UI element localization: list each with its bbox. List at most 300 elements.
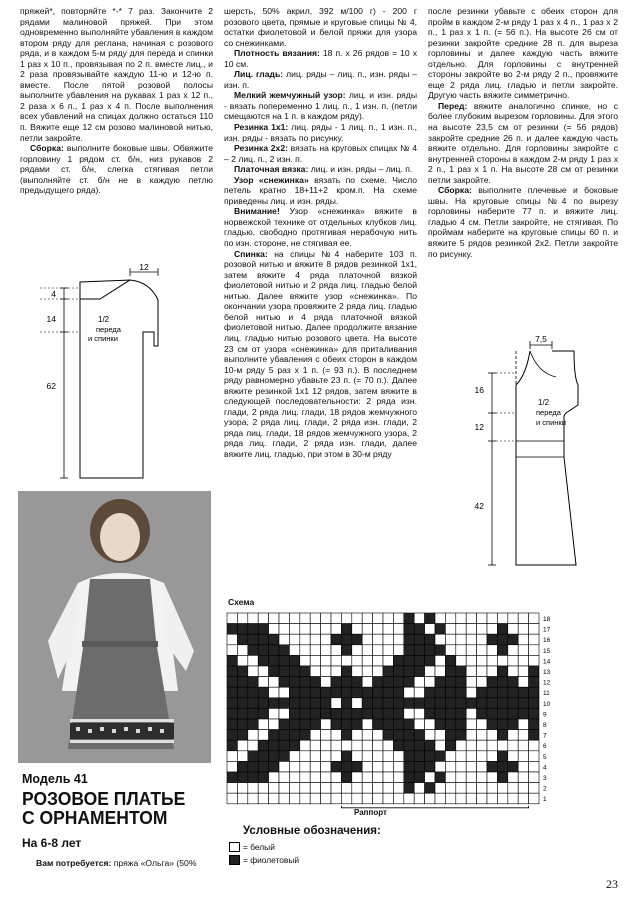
chart-cell (518, 751, 528, 762)
chart-cell (404, 751, 414, 762)
chart-cell (518, 687, 528, 698)
chart-cell (227, 783, 237, 794)
diagram-half: 1/2 (98, 315, 110, 324)
chart-cell (393, 698, 403, 709)
chart-cell (331, 740, 341, 751)
chart-cell (414, 761, 424, 772)
chart-cell (393, 740, 403, 751)
chart-cell (269, 719, 279, 730)
paragraph-heading: Внимание! (234, 206, 280, 217)
chart-cell (477, 634, 487, 645)
chart-cell (435, 634, 445, 645)
chart-cell (248, 761, 258, 772)
chart-cell (487, 624, 497, 635)
chart-cell (269, 634, 279, 645)
chart-cell (237, 751, 247, 762)
chart-cell (321, 698, 331, 709)
chart-cell (362, 719, 372, 730)
chart-cell (404, 613, 414, 624)
chart-cell (383, 698, 393, 709)
row-number: 11 (543, 690, 550, 698)
chart-cell (269, 761, 279, 772)
chart-cell (321, 687, 331, 698)
paragraph (428, 6, 618, 101)
chart-cell (289, 655, 299, 666)
chart-cell (310, 655, 320, 666)
chart-cell (497, 645, 507, 656)
paragraph (428, 101, 618, 185)
chart-cell (508, 761, 518, 772)
chart-cell (435, 761, 445, 772)
chart-cell (477, 698, 487, 709)
text-column-left (20, 6, 213, 196)
chart-cell (237, 655, 247, 666)
paragraph-text: шерсть, 50% акрил, 392 м/100 г) - 200 г розового цвета, прямые и круговые спицы № 4, остатки фиолетовой и белой пряжи для узора со снежинками. (224, 6, 417, 48)
chart-cell (445, 708, 455, 719)
chart-cell (279, 730, 289, 741)
chart-cell (393, 666, 403, 677)
chart-cell (331, 719, 341, 730)
chart-cell (331, 793, 341, 804)
row-number: 4 (543, 764, 547, 772)
chart-cell (414, 719, 424, 730)
chart-cell (414, 772, 424, 783)
chart-cell (414, 624, 424, 635)
chart-cell (456, 793, 466, 804)
chart-cell (331, 655, 341, 666)
chart-cell (425, 761, 435, 772)
chart-cell (331, 772, 341, 783)
chart-cell (383, 645, 393, 656)
chart-cell (279, 634, 289, 645)
chart-cell (456, 666, 466, 677)
chart-cell (445, 666, 455, 677)
model-photo (18, 491, 211, 763)
chart-cell (435, 793, 445, 804)
chart-cell (321, 677, 331, 688)
paragraph-heading: Спинка: (234, 248, 268, 259)
paragraph-heading: Платочная вязка: (234, 164, 309, 175)
chart-cell (456, 740, 466, 751)
row-number: 9 (543, 711, 547, 719)
chart-cell (518, 655, 528, 666)
chart-cell (279, 740, 289, 751)
chart-cell (414, 730, 424, 741)
chart-cell (352, 613, 362, 624)
row-number: 16 (543, 637, 551, 645)
row-number: 14 (543, 658, 551, 666)
chart-cell (404, 772, 414, 783)
age-range: На 6-8 лет (22, 836, 82, 850)
chart-cell (456, 751, 466, 762)
chart-cell (373, 730, 383, 741)
chart-cell (289, 783, 299, 794)
chart-cell (466, 730, 476, 741)
chart-cell (352, 772, 362, 783)
chart-cell (341, 655, 351, 666)
chart-cell (414, 655, 424, 666)
chart-cell (497, 687, 507, 698)
chart-cell (383, 687, 393, 698)
paragraph-heading: Резинка 2х2: (234, 143, 288, 154)
chart-cell (341, 708, 351, 719)
chart-cell (310, 719, 320, 730)
legend-white (229, 842, 275, 852)
chart-cell (456, 708, 466, 719)
chart-cell (456, 783, 466, 794)
chart-cell (383, 740, 393, 751)
chart-cell (269, 740, 279, 751)
chart-cell (258, 655, 268, 666)
chart-cell (321, 634, 331, 645)
chart-cell (248, 783, 258, 794)
chart-cell (383, 783, 393, 794)
chart-cell (445, 687, 455, 698)
chart-cell (300, 698, 310, 709)
chart-cell (341, 698, 351, 709)
chart-cell (466, 761, 476, 772)
chart-cell (393, 624, 403, 635)
chart-cell (373, 719, 383, 730)
row-number: 5 (543, 753, 547, 761)
chart-cell (237, 645, 247, 656)
chart-cell (258, 761, 268, 772)
paragraph-heading: Сборка: (438, 185, 472, 196)
legend-violet (229, 855, 299, 865)
chart-cell (466, 698, 476, 709)
chart-cell (362, 772, 372, 783)
chart-cell (456, 634, 466, 645)
chart-cell (393, 793, 403, 804)
chart-cell (352, 730, 362, 741)
chart-cell (529, 624, 539, 635)
chart-cell (321, 740, 331, 751)
chart-cell (373, 761, 383, 772)
chart-cell (269, 624, 279, 635)
chart-cell (373, 698, 383, 709)
chart-cell (310, 666, 320, 677)
chart-cell (373, 783, 383, 794)
chart-cell (373, 687, 383, 698)
chart-cell (466, 793, 476, 804)
chart-cell (362, 740, 372, 751)
chart-cell (248, 772, 258, 783)
chart-cell (508, 645, 518, 656)
paragraph-text: выполните боковые швы. Обвяжите горловину 1 рядом ст. б/н, низ рукавов 2 рядами ст. б/н, слегка стягивая петли (выполняйте ст. б/н не в каждую петлю предыдущего ряда). (20, 143, 214, 196)
chart-cell (279, 772, 289, 783)
chart-cell (477, 761, 487, 772)
chart-cell (227, 624, 237, 635)
chart-cell (529, 793, 539, 804)
chart-cell (518, 698, 528, 709)
chart-cell (227, 698, 237, 709)
chart-cell (248, 708, 258, 719)
chart-cell (393, 655, 403, 666)
chart-cell (529, 740, 539, 751)
chart-cell (237, 783, 247, 794)
chart-cell (237, 624, 247, 635)
chart-cell (227, 634, 237, 645)
chart-cell (373, 751, 383, 762)
chart-cell (373, 666, 383, 677)
chart-cell (269, 666, 279, 677)
diagram-label-2: и спинки (88, 334, 118, 343)
chart-cell (456, 677, 466, 688)
chart-cell (362, 730, 372, 741)
chart-cell (477, 613, 487, 624)
paragraph (224, 164, 417, 175)
chart-cell (227, 772, 237, 783)
chart-cell (529, 698, 539, 709)
chart-cell (237, 772, 247, 783)
chart-cell (518, 761, 528, 772)
chart-cell (529, 645, 539, 656)
chart-cell (456, 645, 466, 656)
chart-cell (310, 730, 320, 741)
chart-cell (362, 698, 372, 709)
chart-cell (487, 645, 497, 656)
chart-cell (445, 772, 455, 783)
chart-cell (477, 772, 487, 783)
chart-cell (352, 634, 362, 645)
chart-cell (362, 677, 372, 688)
chart-cell (248, 719, 258, 730)
chart-cell (477, 677, 487, 688)
chart-cell (393, 677, 403, 688)
chart-cell (508, 698, 518, 709)
legend-white-text: = белый (243, 842, 275, 852)
chart-cell (508, 719, 518, 730)
chart-cell (425, 687, 435, 698)
chart-cell (435, 751, 445, 762)
chart-cell (341, 613, 351, 624)
chart-cell (383, 655, 393, 666)
row-number: 10 (543, 700, 551, 708)
chart-cell (258, 793, 268, 804)
chart-cell (227, 666, 237, 677)
chart-cell (352, 624, 362, 635)
chart-cell (321, 624, 331, 635)
chart-cell (445, 645, 455, 656)
chart-cell (497, 677, 507, 688)
chart-cell (393, 783, 403, 794)
chart-cell (497, 761, 507, 772)
chart-cell (227, 677, 237, 688)
chart-cell (425, 708, 435, 719)
rapport-label: Раппорт (354, 808, 387, 817)
chart-cell (466, 655, 476, 666)
chart-cell (477, 687, 487, 698)
chart-cell (341, 730, 351, 741)
chart-cell (487, 677, 497, 688)
chart-cell (300, 783, 310, 794)
chart-cell (414, 783, 424, 794)
chart-cell (508, 740, 518, 751)
chart-cell (487, 698, 497, 709)
chart-cell (404, 698, 414, 709)
chart-cell (352, 698, 362, 709)
chart-cell (487, 708, 497, 719)
chart-cell (445, 624, 455, 635)
chart-cell (414, 751, 424, 762)
chart-cell (477, 645, 487, 656)
chart-cell (497, 740, 507, 751)
row-number: 12 (543, 679, 551, 687)
chart-cell (508, 751, 518, 762)
chart-cell (310, 793, 320, 804)
chart-cell (518, 666, 528, 677)
chart-cell (404, 730, 414, 741)
dim-top: 12 (139, 262, 149, 272)
chart-cell (497, 698, 507, 709)
chart-cell (321, 751, 331, 762)
chart-cell (279, 698, 289, 709)
chart-cell (279, 751, 289, 762)
chart-cell (352, 655, 362, 666)
girl-in-dress-image (18, 491, 211, 763)
dim-left-2: 14 (46, 314, 56, 324)
chart-cell (393, 719, 403, 730)
chart-cell (425, 613, 435, 624)
chart-cell (279, 645, 289, 656)
chart-cell (456, 613, 466, 624)
chart-cell (487, 772, 497, 783)
chart-cell (258, 730, 268, 741)
row-number: 3 (543, 775, 547, 782)
chart-cell (414, 645, 424, 656)
chart-cell (383, 613, 393, 624)
chart-cell (331, 687, 341, 698)
chart-cell (269, 730, 279, 741)
chart-cell (435, 708, 445, 719)
chart-cell (310, 772, 320, 783)
chart-cell (477, 740, 487, 751)
chart-cell (383, 730, 393, 741)
chart-cell (414, 698, 424, 709)
chart-cell (373, 634, 383, 645)
chart-cell (279, 666, 289, 677)
chart-cell (227, 655, 237, 666)
text-column-middle (224, 6, 417, 460)
chart-cell (466, 666, 476, 677)
chart-cell (269, 613, 279, 624)
paragraph-heading: Лиц. гладь: (234, 69, 284, 80)
chart-cell (518, 719, 528, 730)
chart-cell (289, 772, 299, 783)
chart-cell (279, 677, 289, 688)
chart-cell (529, 751, 539, 762)
chart-cell (341, 793, 351, 804)
chart-cell (289, 677, 299, 688)
chart-cell (289, 793, 299, 804)
chart-cell (497, 793, 507, 804)
chart-cell (404, 740, 414, 751)
chart-cell (321, 645, 331, 656)
chart-cell (279, 783, 289, 794)
chart-cell (393, 761, 403, 772)
model-title-line-2: С ОРНАМЕНТОМ (22, 806, 168, 828)
chart-cell (310, 783, 320, 794)
chart-cell (248, 624, 258, 635)
chart-cell (487, 730, 497, 741)
chart-cell (404, 687, 414, 698)
paragraph-heading: Мелкий жемчужный узор: (234, 90, 346, 101)
chart-cell (445, 719, 455, 730)
row-number: 17 (543, 626, 551, 634)
chart-cell (248, 751, 258, 762)
chart-cell (414, 677, 424, 688)
chart-cell (269, 677, 279, 688)
chart-cell (477, 751, 487, 762)
chart-cell (425, 666, 435, 677)
paragraph-text: 18 п. х 26 рядов = 10 х 10 см. (224, 48, 417, 69)
chart-cell (289, 761, 299, 772)
dim-left-2: 12 (474, 422, 484, 432)
chart-cell (341, 624, 351, 635)
row-number: 1 (543, 796, 547, 804)
chart-cell (508, 634, 518, 645)
chart-cell (508, 708, 518, 719)
chart-cell (258, 719, 268, 730)
chart-cell (331, 666, 341, 677)
chart-cell (248, 698, 258, 709)
paragraph-text: на спицы №4 наберите 103 п. розовой нитью и вяжите 8 рядов резинкой 1х1, затем вяжите 4 ряда платочной вязкой фиолетовой нитью и 2 ряда лиц. гладью белой нитью. Далее вяжите узор «снежинка». По окончании узора провяжите 2 ряда лиц. гладью белой нитью и 4 ряда платочной вязкой фиолетовой нитью. Далее продолжите вязание лиц. гладью нитью розового цвета. На высоте 23 см от узора «снежинка» для приталивания выполните убавления с обеих сторон в каждом 10-м ряду 5 раз х 1 п. (= 93 п.). В последнем ряду равномерно убавьте 23 п. (= 70 п.). Далее вяжите резинкой 1х1 12 рядов, затем вяжите в следующей последовательности: 2 ряда изн. глади, 2 ряда лиц. глади, 18 рядов жемчужного узора, 2 ряда лиц. глади, 2 ряда изн. глади, 2 ряда лиц. глади, 18 рядов жемчужного узора, 2 ряда лиц. глади, 2 ряда изн. глади, далее вяжите лиц. гладью, при этом в 30-м ряду (224, 248, 417, 459)
chart-cell (508, 772, 518, 783)
chart-cell (497, 719, 507, 730)
chart-cell (414, 613, 424, 624)
paragraph (224, 122, 417, 143)
chart-cell (404, 645, 414, 656)
chart-cell (269, 655, 279, 666)
chart-cell (529, 783, 539, 794)
chart-cell (331, 634, 341, 645)
chart-cell (456, 698, 466, 709)
chart-cell (497, 772, 507, 783)
chart-cell (477, 666, 487, 677)
chart-cell (321, 613, 331, 624)
chart-cell (497, 751, 507, 762)
chart-cell (445, 740, 455, 751)
chart-cell (477, 783, 487, 794)
chart-cell (414, 687, 424, 698)
chart-cell (393, 772, 403, 783)
chart-cell (497, 730, 507, 741)
chart-cell (352, 783, 362, 794)
chart-cell (529, 634, 539, 645)
chart-cell (321, 783, 331, 794)
chart-cell (248, 655, 258, 666)
chart-cell (248, 793, 258, 804)
chart-cell (487, 793, 497, 804)
chart-cell (300, 708, 310, 719)
chart-cell (435, 730, 445, 741)
paragraph-text: после резинки убавьте с обеих сторон для пройм в каждом 2-м ряду 1 раз х 4 п., 1 раз х 2 п., 1 раз х 1 п. (= 56 п.). На высоте 26 см от резинки закройте средние 28 п. для выреза горловины и далее каждую часть вяжите отдельно. Для горловины с внутренней стороны закройте во 2-м ряду 2 п., провяжите еще 2 ряда лиц. гладью и петли закройте. Другую часть вяжите симметрично. (428, 6, 618, 101)
chart-cell (362, 783, 372, 794)
chart-cell (508, 687, 518, 698)
row-number: 18 (543, 616, 551, 623)
chart-cell (269, 772, 279, 783)
chart-cell (300, 645, 310, 656)
chart-cell (518, 645, 528, 656)
chart-cell (300, 624, 310, 635)
chart-cell (529, 677, 539, 688)
chart-cell (331, 677, 341, 688)
chart-cell (300, 793, 310, 804)
chart-cell (477, 730, 487, 741)
chart-cell (518, 783, 528, 794)
chart-cell (383, 751, 393, 762)
row-number: 6 (543, 743, 547, 751)
